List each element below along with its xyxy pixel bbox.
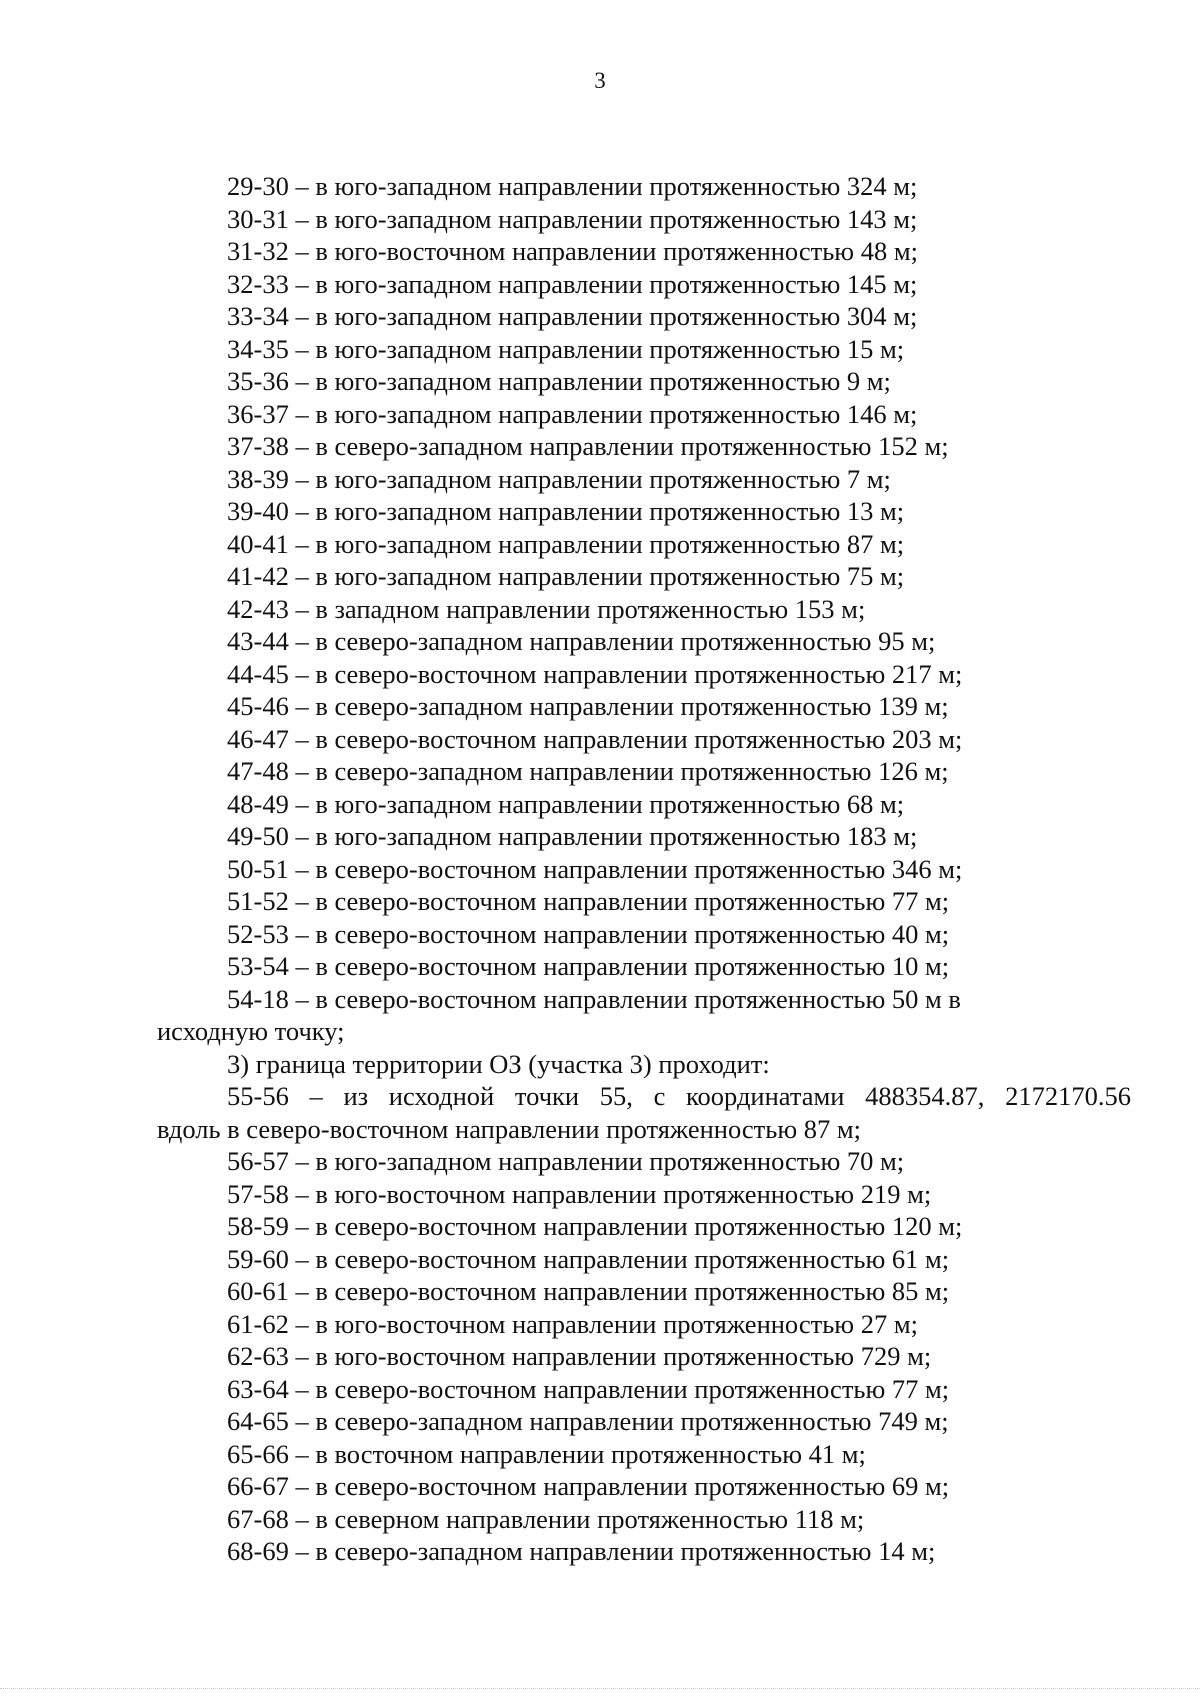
text-line: 66-67 – в северо-восточном направлении протяженностью 69 м; [227,1471,950,1501]
page-number: 3 [594,68,606,93]
text-line: 67-68 – в северном направлении протяженностью 118 м; [227,1503,865,1534]
text-line: 38-39 – в юго-западном направлении протяженностью 7 м; [227,463,891,494]
text-line: 64-65 – в северо-западном направлении протяженностью 749 м; [227,1406,949,1436]
text-line: 33-34 – в юго-западном направлении протяженностью 304 м; [227,301,918,331]
text-line: 39-40 – в юго-западном направлении протяженностью 13 м; [227,496,905,526]
text-line: 54-18 – в северо-восточном направлении протяженностью 50 м в [227,983,961,1014]
text-line: 35-36 – в юго-западном направлении протяженностью 9 м; [227,366,891,396]
document-body [157,170,1131,1568]
text-line: 52-53 – в северо-восточном направлении протяженностью 40 м; [227,918,950,949]
text-line: 58-59 – в северо-восточном направлении протяженностью 120 м; [227,1211,963,1241]
text-line: 62-63 – в юго-восточном направлении протяженностью 729 м; [227,1341,932,1371]
text-line: 37-38 – в северо-западном направлении протяженностью 152 м; [227,431,949,461]
text-line: 45-46 – в северо-западном направлении протяженностью 139 м; [227,691,949,721]
text-line: 48-49 – в юго-западном направлении протяженностью 68 м; [227,788,905,819]
text-line: 46-47 – в северо-восточном направлении протяженностью 203 м; [227,723,963,754]
text-line: 30-31 – в юго-западном направлении протяженностью 143 м; [227,203,918,234]
text-line: 44-45 – в северо-восточном направлении протяженностью 217 м; [227,658,963,689]
text-line: 61-62 – в юго-восточном направлении протяженностью 27 м; [227,1308,918,1339]
text-line: исходную точку; [157,1016,345,1046]
text-line: 29-30 – в юго-западном направлении протяженностью 324 м; [227,171,918,201]
text-line: 34-35 – в юго-западном направлении протяженностью 15 м; [227,333,905,364]
text-line: 53-54 – в северо-восточном направлении протяженностью 10 м; [227,951,950,981]
text-line: вдоль в северо-восточном направлении протяженностью 87 м; [157,1113,862,1144]
text-line: 32-33 – в юго-западном направлении протяженностью 145 м; [227,268,918,299]
text-line: 3) граница территории ОЗ (участка 3) проходит: [227,1048,770,1079]
text-line: 63-64 – в северо-восточном направлении протяженностью 77 м; [227,1373,950,1404]
text-line: 41-42 – в юго-западном направлении протяженностью 75 м; [227,561,905,591]
text-line: 59-60 – в северо-восточном направлении протяженностью 61 м; [227,1243,950,1274]
text-line: 40-41 – в юго-западном направлении протяженностью 87 м; [227,528,905,559]
text-line: 68-69 – в северо-западном направлении протяженностью 14 м; [227,1536,936,1566]
text-line: 47-48 – в северо-западном направлении протяженностью 126 м; [227,756,949,786]
text-line: 49-50 – в юго-западном направлении протяженностью 183 м; [227,821,918,851]
text-line: 65-66 – в восточном направлении протяженностью 41 м; [227,1438,866,1469]
text-line: 36-37 – в юго-западном направлении протяженностью 146 м; [227,398,918,429]
text-line: 43-44 – в северо-западном направлении протяженностью 95 м; [227,626,936,656]
text-line: 42-43 – в западном направлении протяженностью 153 м; [227,593,866,624]
text-line: 57-58 – в юго-восточном направлении протяженностью 219 м; [227,1178,932,1209]
text-line: 60-61 – в северо-восточном направлении протяженностью 85 м; [227,1276,950,1306]
text-line: 51-52 – в северо-восточном направлении протяженностью 77 м; [227,886,950,916]
text-line: 56-57 – в юго-западном направлении протяженностью 70 м; [227,1146,905,1176]
text-line: 50-51 – в северо-восточном направлении протяженностью 346 м; [227,853,963,884]
text-line: 55-56 – из исходной точки 55, с координатами 488354.87, 2172170.56 [227,1081,1131,1111]
scan-edge-line [0,1688,1200,1689]
text-line: 31-32 – в юго-восточном направлении протяженностью 48 м; [227,236,918,266]
